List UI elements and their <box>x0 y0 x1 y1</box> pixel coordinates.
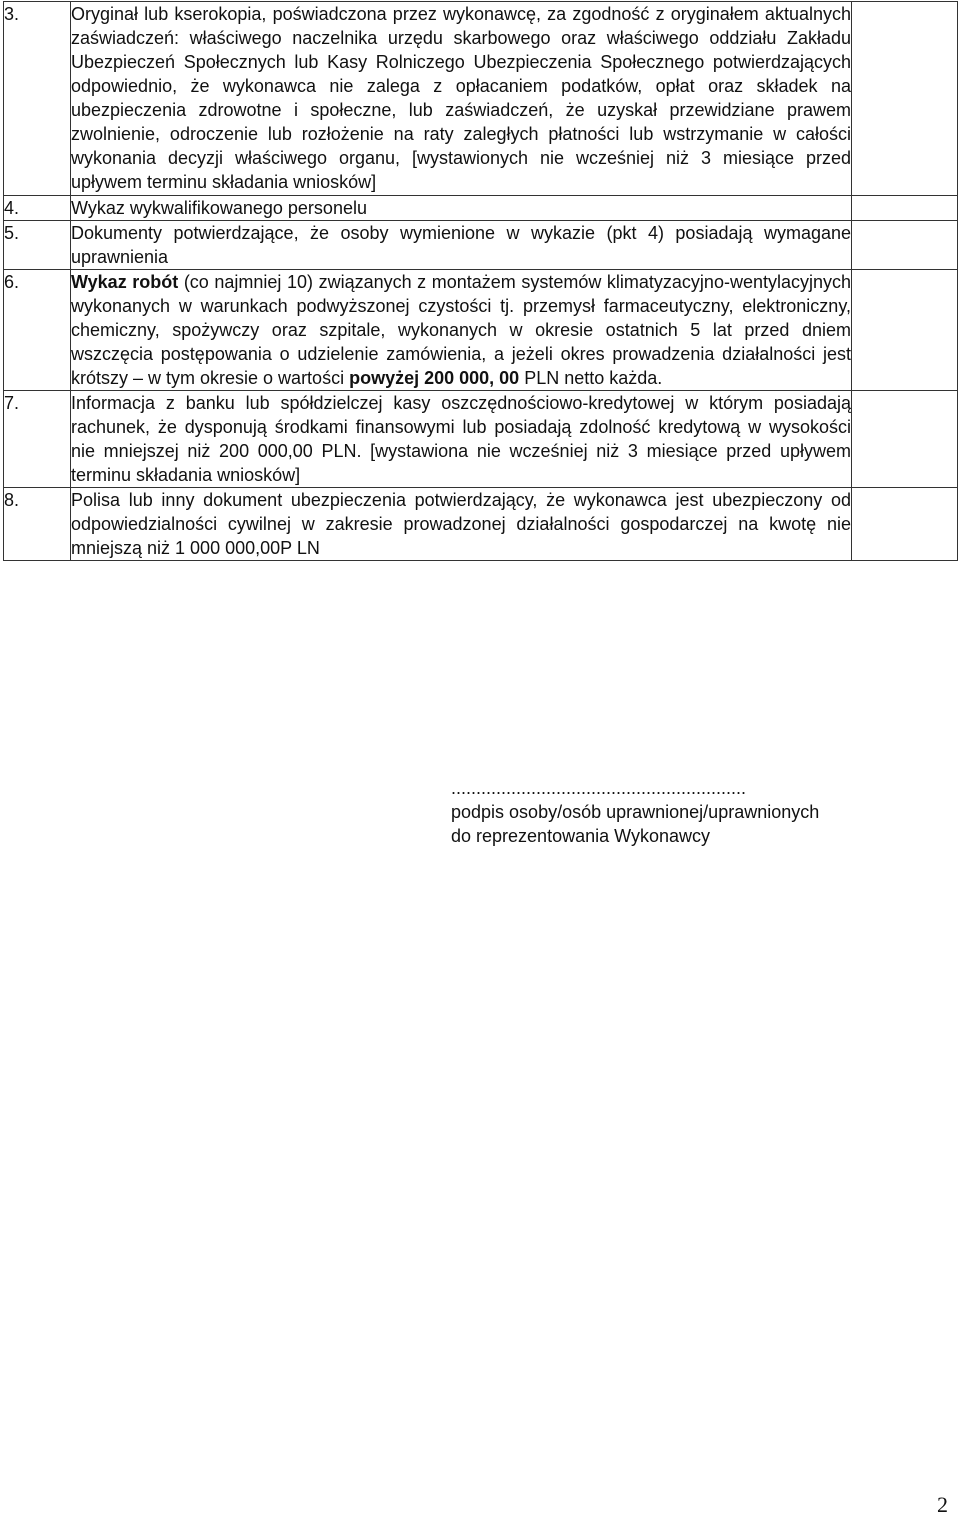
row-text: Wykaz wykwalifikowanego personelu <box>71 196 852 221</box>
row-text: Informacja z banku lub spółdzielczej kasy oszczędnościowo-kredytowej w którym posiadają rachunek, że dysponują środkami finansowymi lub posiadają zdolność kredytową w wysokości nie mniejszej niż 200 000,00 PLN. [wystawiona nie wcześniej niż 3 miesiące przed upływem terminu składania wniosków] <box>71 391 852 488</box>
requirements-table <box>3 1 958 561</box>
works-value-amount: powyżej 200 000, 00 <box>349 368 520 388</box>
row-text <box>71 270 852 391</box>
table-row <box>4 270 958 391</box>
row-number: 6. <box>4 270 71 391</box>
row-number: 3. <box>4 2 71 196</box>
signature-caption-line2: do reprezentowania Wykonawcy <box>451 826 710 846</box>
row-number: 5. <box>4 221 71 270</box>
works-value-suffix: PLN netto każda. <box>519 368 663 388</box>
empty-cell <box>852 270 958 391</box>
empty-cell <box>852 391 958 488</box>
works-list-description: (co najmniej 10) związanych z montażem systemów klimatyzacyjno-wentylacyjnych wykonanych w warunkach podwyższonej czystości tj. przemysł farmaceutyczny, elektroniczny, chemiczny, spożywczy oraz szpitale, wykonanych w okresie ostatnich 5 lat przed dniem wszczęcia postępowania o udzielenie zamówienia, a jeżeli okres prowadzenia działalności jest krótszy – w tym okresie o wartości <box>71 272 851 388</box>
empty-cell <box>852 221 958 270</box>
row-number: 4. <box>4 196 71 221</box>
signature-line: ........................................................... <box>451 778 747 798</box>
empty-cell <box>852 488 958 561</box>
empty-cell <box>852 196 958 221</box>
signature-block <box>451 776 819 848</box>
row-number: 8. <box>4 488 71 561</box>
table-row <box>4 488 958 561</box>
table-row <box>4 2 958 196</box>
row-number: 7. <box>4 391 71 488</box>
works-list-label: Wykaz robót <box>71 272 179 292</box>
table-row <box>4 391 958 488</box>
table-row <box>4 221 958 270</box>
row-text: Polisa lub inny dokument ubezpieczenia potwierdzający, że wykonawca jest ubezpieczony od odpowiedzialności cywilnej w zakresie prowadzonej działalności gospodarczej na kwotę nie mniejszą niż 1 000 000,00P LN <box>71 488 852 561</box>
empty-cell <box>852 2 958 196</box>
page-number: 2 <box>937 1492 948 1517</box>
row-text: Dokumenty potwierdzające, że osoby wymienione w wykazie (pkt 4) posiadają wymagane uprawnienia <box>71 221 852 270</box>
row-text: Oryginał lub kserokopia, poświadczona przez wykonawcę, za zgodność z oryginałem aktualnych zaświadczeń: właściwego naczelnika urzędu skarbowego oraz właściwego oddziału Zakładu Ubezpieczeń Społecznych lub Kasy Rolniczego Ubezpieczenia Społecznego potwierdzających odpowiednio, że wykonawca nie zalega z opłacaniem podatków, opłat oraz składek na ubezpieczenia zdrowotne i społeczne, lub zaświadczeń, że uzyskał przewidziane prawem zwolnienie, odroczenie lub rozłożenie na raty zaległych płatności lub wstrzymanie w całości wykonania decyzji właściwego organu, [wystawionych nie wcześniej niż 3 miesiące przed upływem terminu składania wniosków] <box>71 2 852 196</box>
signature-caption-line1: podpis osoby/osób uprawnionej/uprawnionych <box>451 802 820 822</box>
table-row <box>4 196 958 221</box>
